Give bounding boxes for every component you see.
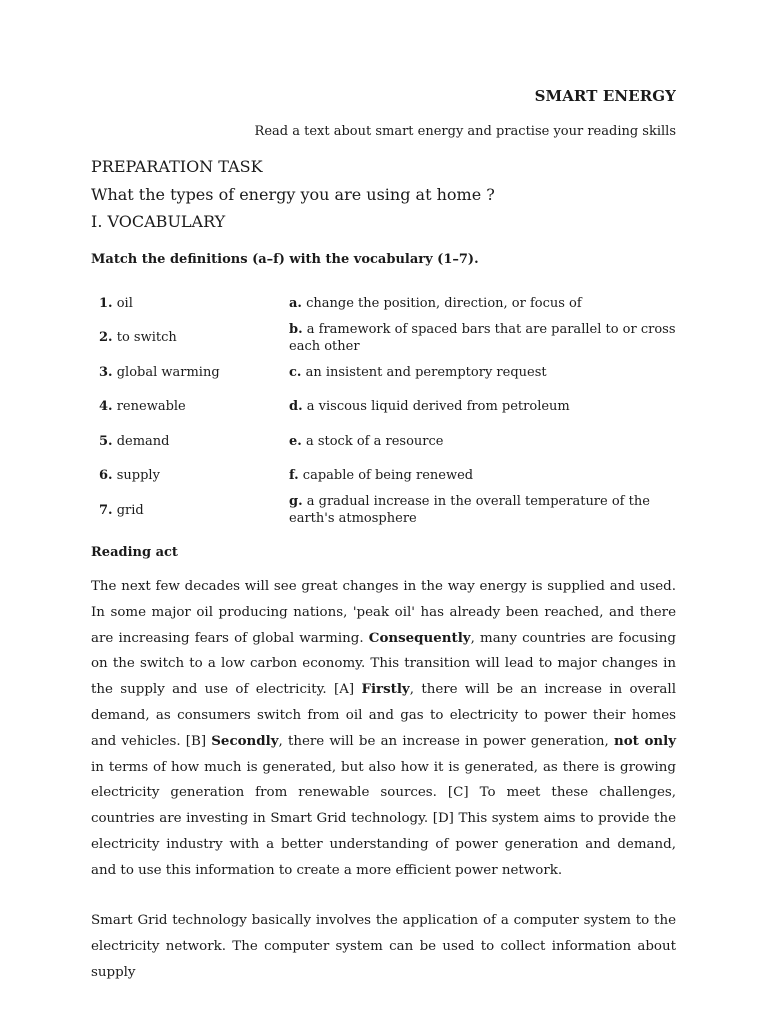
table-row xyxy=(91,459,681,494)
vocab-term: 3. global warming xyxy=(99,364,220,380)
vocab-definition: b. a framework of spaced bars that are parallel to or cross each other xyxy=(289,321,676,354)
vocab-definition: d. a viscous liquid derived from petroleum xyxy=(289,399,570,415)
vocabulary-heading: I. VOCABULARY xyxy=(91,212,226,231)
vocab-definition: e. a stock of a resource xyxy=(289,433,444,449)
table-row xyxy=(91,493,681,528)
vocabulary-table xyxy=(91,286,681,528)
table-row xyxy=(91,390,681,425)
vocab-term: 2. to switch xyxy=(99,330,177,346)
vocab-definition: f. capable of being renewed xyxy=(289,468,474,484)
table-row xyxy=(91,424,681,459)
reading-heading: Reading act xyxy=(91,545,178,560)
vocab-definition: g. a gradual increase in the overall temperature of the earth's atmosphere xyxy=(289,494,650,527)
table-row xyxy=(91,321,681,356)
vocab-term: 4. renewable xyxy=(99,399,186,415)
table-row xyxy=(91,355,681,390)
preparation-heading: PREPARATION TASK xyxy=(91,157,263,176)
vocab-term: 1. oil xyxy=(99,295,133,311)
reading-paragraph-1: The next few decades will see great changes in the way energy is supplied and used. In some major oil producing nations, 'peak oil' has already been reached, and there are increasing fears of global warming. Consequently, many countries are focusing on the switch to a low carbon economy. This transition will lead to major changes in the supply and use of electricity. [A] Firstly, there will be an increase in overall demand, as consumers switch from oil and gas to electricity to power their homes and vehicles. [B] Secondly, there will be an increase in power generation, not only in terms of how much is generated, but also how it is generated, as there is growing electricity generation from renewable sources. [C] To meet these challenges, countries are investing in Smart Grid technology. [D] This system aims to provide the electricity industry with a better understanding of power generation and demand, and to use this information to create a more efficient power network. xyxy=(91,579,677,878)
vocab-term: 5. demand xyxy=(99,433,170,449)
vocab-term: 6. supply xyxy=(99,468,160,484)
document-title: SMART ENERGY xyxy=(534,87,676,105)
preparation-question: What the types of energy you are using at home ? xyxy=(91,185,495,204)
document-subtitle: Read a text about smart energy and practise your reading skills xyxy=(254,124,676,139)
vocabulary-instruction: Match the definitions (a–f) with the vocabulary (1–7). xyxy=(91,252,479,267)
vocab-definition: c. an insistent and peremptory request xyxy=(289,364,547,380)
vocab-term: 7. grid xyxy=(99,502,144,518)
reading-paragraph-2: Smart Grid technology basically involves the application of a computer system to the electricity network. The computer system can be used to collect information about supply xyxy=(91,913,676,980)
vocab-definition: a. change the position, direction, or focus of xyxy=(289,295,582,311)
table-row xyxy=(91,286,681,321)
